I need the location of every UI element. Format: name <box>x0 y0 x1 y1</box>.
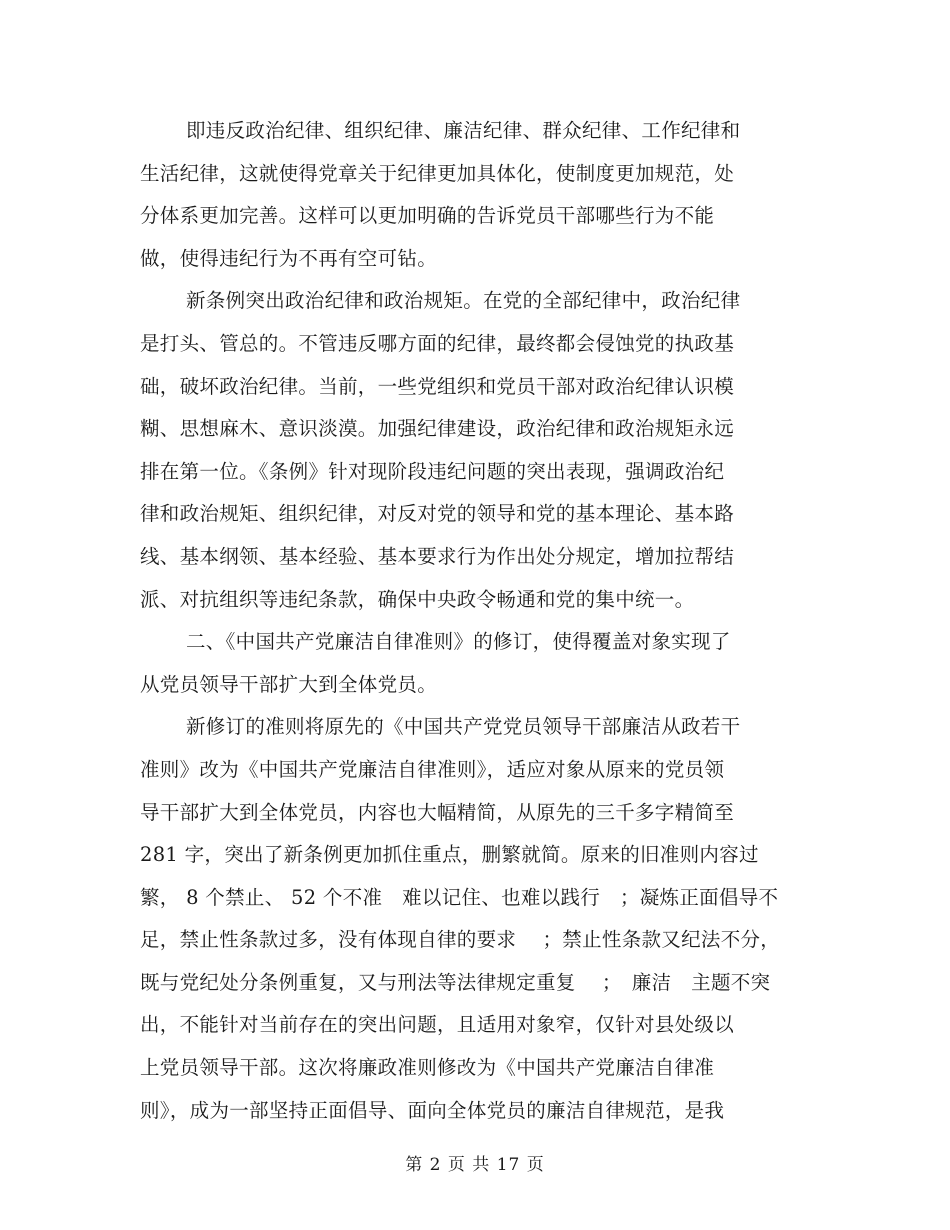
text-line: 出，不能针对当前存在的突出问题，且适用对象窄，仅针对县处级以 <box>140 1013 735 1037</box>
text-line: 派、对抗组织等违纪条款，确保中央政令畅通和党的集中统一。 <box>140 587 695 611</box>
text-line: 生活纪律，这就使得党章关于纪律更加具体化，使制度更加规范，处 <box>140 161 735 185</box>
text-line: 新修订的准则将原先的《中国共产党党员领导干部廉洁从政若干 <box>186 715 741 739</box>
section-heading-line: 从党员领导干部扩大到全体党员。 <box>140 672 438 696</box>
text-line: 分体系更加完善。这样可以更加明确的告诉党员干部哪些行为不能 <box>140 204 715 228</box>
footer-middle: 页 共 <box>447 1155 491 1175</box>
text-line: 导干部扩大到全体党员，内容也大幅精简，从原先的三千多字精简至 <box>140 800 735 824</box>
text-line: 新条例突出政治纪律和政治规矩。在党的全部纪律中，政治纪律 <box>186 289 741 313</box>
text-line: 律和政治规矩、组织纪律，对反对党的领导和党的基本理论、基本路 <box>140 502 735 526</box>
current-page-number: 2 <box>429 1155 442 1175</box>
text-line: 繁， 8 个禁止、 52 个不准 难以记住、也难以践行 ；凝炼正面倡导不 <box>140 885 779 909</box>
text-line: 排在第一位。《条例》针对现阶段违纪问题的突出表现，强调政治纪 <box>140 459 725 483</box>
text-line: 281 字，突出了新条例更加抓住重点，删繁就简。原来的旧准则内容过 <box>140 843 759 867</box>
text-line: 糊、思想麻木、意识淡漠。加强纪律建设，政治纪律和政治规矩永远 <box>140 417 735 441</box>
text-line: 上党员领导干部。这次将廉政准则修改为《中国共产党廉洁自律准 <box>140 1056 715 1080</box>
text-line: 是打头、管总的。不管违反哪方面的纪律，最终都会侵蚀党的执政基 <box>140 331 735 355</box>
total-page-count: 17 <box>496 1155 521 1175</box>
footer-prefix: 第 <box>405 1155 424 1175</box>
document-body <box>140 110 790 1132</box>
footer-suffix: 页 <box>526 1155 545 1175</box>
page-footer <box>0 1150 950 1175</box>
text-line: 既与党纪处分条例重复，又与刑法等法律规定重复 ； 廉洁 主题不突 <box>140 970 771 994</box>
text-line: 则》，成为一部坚持正面倡导、面向全体党员的廉洁自律规范，是我 <box>140 1098 725 1122</box>
section-heading-line: 二、《中国共产党廉洁自律准则》的修订，使得覆盖对象实现了 <box>186 630 731 654</box>
text-line: 准则》改为《中国共产党廉洁自律准则》，适应对象从原来的党员领 <box>140 757 725 781</box>
text-line: 足，禁止性条款过多，没有体现自律的要求 ；禁止性条款又纪法不分， <box>140 928 781 952</box>
text-line: 线、基本纲领、基本经验、基本要求行为作出处分规定，增加拉帮结 <box>140 544 735 568</box>
text-line: 即违反政治纪律、组织纪律、廉洁纪律、群众纪律、工作纪律和 <box>186 119 741 142</box>
text-line: 础，破坏政治纪律。当前，一些党组织和党员干部对政治纪律认识模 <box>140 374 735 398</box>
text-line: 做，使得违纪行为不再有空可钻。 <box>140 246 438 270</box>
